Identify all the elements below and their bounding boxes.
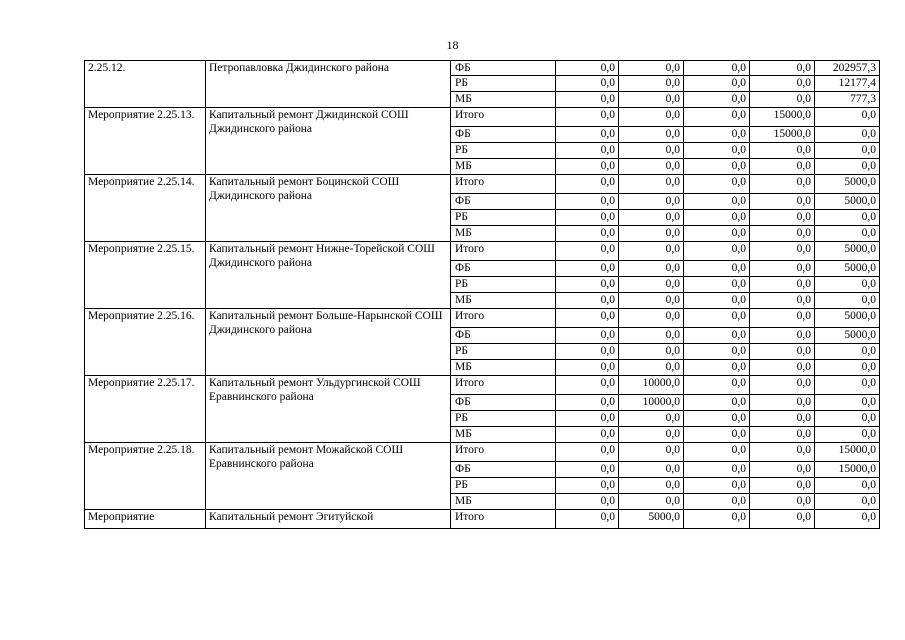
amount-cell: 0,0 (750, 175, 815, 194)
amount-cell: 0,0 (556, 194, 619, 210)
amount-cell: 0,0 (815, 143, 880, 159)
amount-cell: 0,0 (750, 61, 815, 76)
amount-cell: 0,0 (556, 61, 619, 76)
amount-cell: 0,0 (684, 411, 750, 427)
amount-cell: 0,0 (684, 261, 750, 277)
measure-name: Капитальный ремонт Нижне-Торейской СОШ Джидинского района (206, 242, 451, 309)
amount-cell: 0,0 (556, 309, 619, 328)
funding-source: ФБ (451, 328, 556, 344)
amount-cell: 0,0 (556, 360, 619, 376)
amount-cell: 0,0 (619, 277, 684, 293)
amount-cell: 0,0 (684, 194, 750, 210)
amount-cell: 0,0 (684, 494, 750, 510)
amount-cell: 0,0 (750, 376, 815, 395)
amount-cell: 5000,0 (815, 328, 880, 344)
budget-table-body (85, 61, 880, 529)
amount-cell: 0,0 (556, 108, 619, 127)
amount-cell: 0,0 (815, 494, 880, 510)
amount-cell: 0,0 (750, 261, 815, 277)
amount-cell: 0,0 (750, 143, 815, 159)
funding-source: Итого (451, 510, 556, 529)
amount-cell: 0,0 (684, 159, 750, 175)
funding-source: ФБ (451, 194, 556, 210)
measure-label: Мероприятие 2.25.13. (85, 108, 206, 175)
funding-source: ФБ (451, 127, 556, 143)
amount-cell: 5000,0 (815, 242, 880, 261)
measure-name: Капитальный ремонт Можайской СОШ Еравнинского района (206, 443, 451, 510)
amount-cell: 0,0 (684, 277, 750, 293)
amount-cell: 0,0 (619, 127, 684, 143)
funding-source: РБ (451, 344, 556, 360)
amount-cell: 0,0 (556, 76, 619, 92)
amount-cell: 0,0 (684, 478, 750, 494)
amount-cell: 5000,0 (815, 194, 880, 210)
amount-cell: 0,0 (556, 510, 619, 529)
amount-cell: 0,0 (556, 261, 619, 277)
amount-cell: 0,0 (815, 277, 880, 293)
amount-cell: 0,0 (556, 328, 619, 344)
amount-cell: 0,0 (684, 175, 750, 194)
amount-cell: 0,0 (684, 92, 750, 108)
amount-cell: 5000,0 (815, 261, 880, 277)
measure-name: Капитальный ремонт Больше-Нарынской СОШ Джидинского района (206, 309, 451, 376)
amount-cell: 0,0 (556, 277, 619, 293)
amount-cell: 12177,4 (815, 76, 880, 92)
table-row (85, 108, 880, 127)
amount-cell: 0,0 (815, 226, 880, 242)
amount-cell: 0,0 (684, 210, 750, 226)
measure-name: Капитальный ремонт Джидинской СОШ Джидинского района (206, 108, 451, 175)
measure-label: Мероприятие 2.25.18. (85, 443, 206, 510)
amount-cell: 0,0 (750, 510, 815, 529)
amount-cell: 0,0 (619, 309, 684, 328)
amount-cell: 0,0 (750, 277, 815, 293)
amount-cell: 0,0 (750, 494, 815, 510)
funding-source: ФБ (451, 61, 556, 76)
amount-cell: 5000,0 (619, 510, 684, 529)
table-row (85, 443, 880, 462)
amount-cell: 10000,0 (619, 376, 684, 395)
amount-cell: 0,0 (750, 309, 815, 328)
amount-cell: 0,0 (815, 427, 880, 443)
amount-cell: 777,3 (815, 92, 880, 108)
table-row (85, 175, 880, 194)
amount-cell: 0,0 (556, 159, 619, 175)
amount-cell: 0,0 (556, 411, 619, 427)
amount-cell: 0,0 (684, 344, 750, 360)
funding-source: РБ (451, 411, 556, 427)
amount-cell: 0,0 (684, 376, 750, 395)
amount-cell: 0,0 (556, 344, 619, 360)
amount-cell: 0,0 (750, 242, 815, 261)
amount-cell: 0,0 (619, 293, 684, 309)
amount-cell: 0,0 (815, 478, 880, 494)
amount-cell: 0,0 (556, 427, 619, 443)
amount-cell: 0,0 (619, 159, 684, 175)
amount-cell: 0,0 (619, 108, 684, 127)
amount-cell: 0,0 (556, 462, 619, 478)
amount-cell: 0,0 (619, 194, 684, 210)
funding-source: РБ (451, 143, 556, 159)
funding-source: МБ (451, 159, 556, 175)
funding-source: МБ (451, 293, 556, 309)
amount-cell: 0,0 (556, 127, 619, 143)
funding-source: РБ (451, 277, 556, 293)
amount-cell: 0,0 (556, 92, 619, 108)
amount-cell: 0,0 (684, 61, 750, 76)
funding-source: МБ (451, 494, 556, 510)
amount-cell: 0,0 (684, 127, 750, 143)
amount-cell: 0,0 (619, 76, 684, 92)
amount-cell: 0,0 (750, 411, 815, 427)
amount-cell: 0,0 (556, 242, 619, 261)
amount-cell: 0,0 (750, 76, 815, 92)
amount-cell: 0,0 (619, 210, 684, 226)
amount-cell: 0,0 (750, 360, 815, 376)
amount-cell: 0,0 (556, 395, 619, 411)
funding-source: РБ (451, 478, 556, 494)
amount-cell: 0,0 (815, 510, 880, 529)
amount-cell: 15000,0 (750, 127, 815, 143)
amount-cell: 0,0 (750, 478, 815, 494)
funding-source: Итого (451, 309, 556, 328)
amount-cell: 0,0 (750, 443, 815, 462)
measure-label: Мероприятие 2.25.15. (85, 242, 206, 309)
measure-name: Петропавловка Джидинского района (206, 61, 451, 108)
budget-table (84, 60, 880, 529)
amount-cell: 0,0 (684, 226, 750, 242)
funding-source: МБ (451, 92, 556, 108)
funding-source: Итого (451, 376, 556, 395)
amount-cell: 0,0 (619, 478, 684, 494)
amount-cell: 0,0 (619, 61, 684, 76)
amount-cell: 0,0 (556, 443, 619, 462)
amount-cell: 15000,0 (815, 443, 880, 462)
amount-cell: 0,0 (619, 175, 684, 194)
amount-cell: 0,0 (684, 360, 750, 376)
amount-cell: 0,0 (619, 143, 684, 159)
amount-cell: 0,0 (815, 344, 880, 360)
amount-cell: 0,0 (556, 210, 619, 226)
amount-cell: 0,0 (750, 395, 815, 411)
funding-source: Итого (451, 443, 556, 462)
amount-cell: 0,0 (619, 328, 684, 344)
table-row (85, 61, 880, 76)
amount-cell: 0,0 (619, 360, 684, 376)
amount-cell: 0,0 (684, 108, 750, 127)
amount-cell: 0,0 (619, 261, 684, 277)
amount-cell: 0,0 (556, 143, 619, 159)
amount-cell: 0,0 (750, 293, 815, 309)
table-row (85, 242, 880, 261)
amount-cell: 0,0 (556, 478, 619, 494)
amount-cell: 5000,0 (815, 175, 880, 194)
amount-cell: 0,0 (815, 108, 880, 127)
table-row (85, 376, 880, 395)
amount-cell: 0,0 (750, 210, 815, 226)
amount-cell: 0,0 (619, 344, 684, 360)
amount-cell: 0,0 (815, 395, 880, 411)
measure-name: Капитальный ремонт Эгитуйской (206, 510, 451, 529)
funding-source: ФБ (451, 261, 556, 277)
amount-cell: 0,0 (750, 427, 815, 443)
amount-cell: 0,0 (619, 411, 684, 427)
funding-source: МБ (451, 427, 556, 443)
amount-cell: 0,0 (619, 443, 684, 462)
funding-source: РБ (451, 76, 556, 92)
funding-source: МБ (451, 360, 556, 376)
amount-cell: 0,0 (815, 360, 880, 376)
measure-name: Капитальный ремонт Ульдургинской СОШ Еравнинского района (206, 376, 451, 443)
amount-cell: 0,0 (619, 494, 684, 510)
amount-cell: 5000,0 (815, 309, 880, 328)
amount-cell: 0,0 (619, 226, 684, 242)
amount-cell: 0,0 (815, 210, 880, 226)
measure-label: Мероприятие 2.25.16. (85, 309, 206, 376)
amount-cell: 0,0 (815, 411, 880, 427)
amount-cell: 0,0 (556, 293, 619, 309)
amount-cell: 202957,3 (815, 61, 880, 76)
page-number: 18 (446, 38, 459, 52)
amount-cell: 0,0 (750, 194, 815, 210)
funding-source: Итого (451, 175, 556, 194)
amount-cell: 0,0 (684, 293, 750, 309)
amount-cell: 0,0 (619, 427, 684, 443)
amount-cell: 0,0 (684, 462, 750, 478)
measure-name: Капитальный ремонт Боцинской СОШ Джидинского района (206, 175, 451, 242)
measure-label: Мероприятие (85, 510, 206, 529)
amount-cell: 0,0 (750, 92, 815, 108)
amount-cell: 0,0 (750, 226, 815, 242)
amount-cell: 0,0 (619, 242, 684, 261)
amount-cell: 0,0 (556, 226, 619, 242)
funding-source: МБ (451, 226, 556, 242)
amount-cell: 15000,0 (815, 462, 880, 478)
amount-cell: 0,0 (619, 92, 684, 108)
amount-cell: 0,0 (619, 462, 684, 478)
funding-source: ФБ (451, 395, 556, 411)
funding-source: Итого (451, 242, 556, 261)
amount-cell: 0,0 (750, 344, 815, 360)
amount-cell: 0,0 (556, 175, 619, 194)
amount-cell: 0,0 (684, 510, 750, 529)
amount-cell: 0,0 (684, 76, 750, 92)
measure-label: 2.25.12. (85, 61, 206, 108)
amount-cell: 15000,0 (750, 108, 815, 127)
amount-cell: 0,0 (815, 376, 880, 395)
amount-cell: 0,0 (684, 143, 750, 159)
amount-cell: 0,0 (684, 328, 750, 344)
funding-source: ФБ (451, 462, 556, 478)
amount-cell: 0,0 (684, 427, 750, 443)
amount-cell: 0,0 (750, 462, 815, 478)
amount-cell: 10000,0 (619, 395, 684, 411)
amount-cell: 0,0 (684, 443, 750, 462)
funding-source: Итого (451, 108, 556, 127)
amount-cell: 0,0 (556, 494, 619, 510)
amount-cell: 0,0 (750, 328, 815, 344)
amount-cell: 0,0 (684, 309, 750, 328)
amount-cell: 0,0 (684, 242, 750, 261)
amount-cell: 0,0 (684, 395, 750, 411)
amount-cell: 0,0 (815, 127, 880, 143)
measure-label: Мероприятие 2.25.14. (85, 175, 206, 242)
table-row (85, 309, 880, 328)
measure-label: Мероприятие 2.25.17. (85, 376, 206, 443)
amount-cell: 0,0 (815, 293, 880, 309)
amount-cell: 0,0 (556, 376, 619, 395)
amount-cell: 0,0 (750, 159, 815, 175)
amount-cell: 0,0 (815, 159, 880, 175)
table-row (85, 510, 880, 529)
funding-source: РБ (451, 210, 556, 226)
